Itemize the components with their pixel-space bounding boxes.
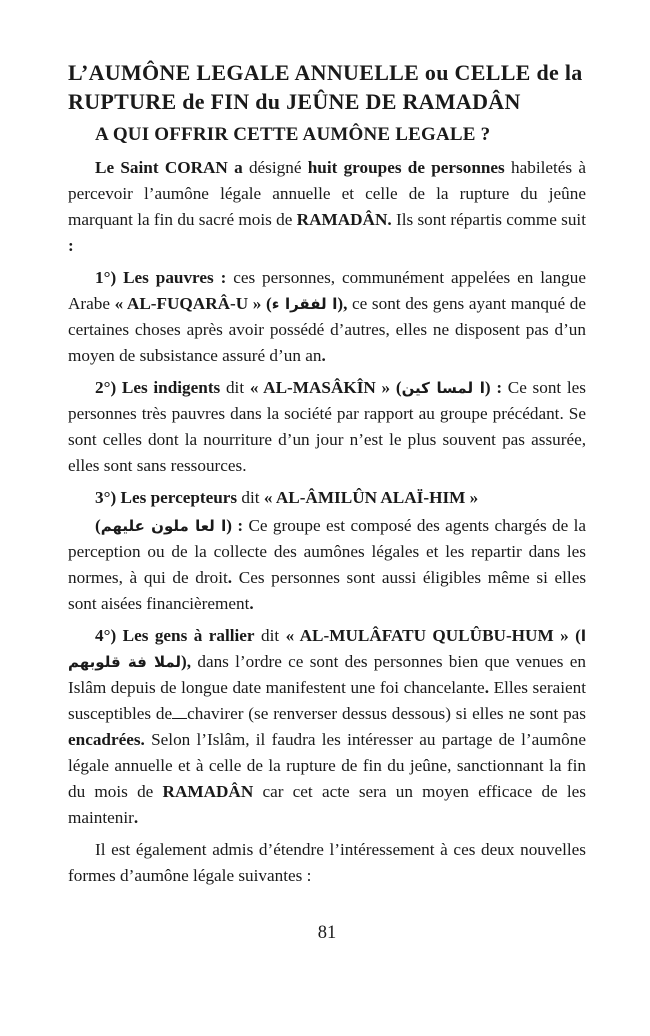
paragraph-item-4-les-gens-a-rallier: 4°) Les gens à rallier dit « AL-MULÂFATU QULÛBU-HUM » (ا لملا فة قلوبهم), dans l’ordre ce sont des personnes bien que venues en Islâm depuis de longue date manifestent une foi chancelante. Elles seraient susceptibles de chavirer (se renverser dessus dessous) si elles ne sont pas encadrées. Selon l’Islâm, il faudra les intéresser au partage de l’aumône légale annuelle et à celle de la rupture de fin du jeûne, sanctionnant la fin du mois de RAMADÂN car cet acte sera un moyen efficace de les maintenir. bbox=[68, 626, 586, 827]
page-number: 81 bbox=[317, 923, 337, 943]
arabic-text: ا لعا ملون عليهم bbox=[100, 517, 227, 535]
page-title-line-1: L’AUMÔNE LEGALE ANNUELLE ou CELLE de la bbox=[68, 60, 583, 85]
underline-gap bbox=[172, 716, 187, 719]
paragraph-intro: Le Saint CORAN a désigné huit groupes de personnes habiletés à percevoir l’aumône légale annuelle et celle de la rupture du jeûne marquant la fin du sacré mois de RAMADÂN. Ils sont répartis comme suit : bbox=[68, 158, 586, 255]
paragraph-item-1-les-pauvres: 1°) Les pauvres : ces personnes, communément appelées en langue Arabe « AL-FUQARÂ-U » (ا لفقرا ء), ce sont des gens ayant manqué de certaines choses après avoir possédé d’autres, elles ne disposent pas d’un moyen de subsistance assuré d’un an. bbox=[68, 268, 587, 365]
page-title-line-2: RUPTURE de FIN du JEÛNE DE RAMADÂN bbox=[68, 89, 521, 114]
arabic-text: ا لمسا كين bbox=[401, 379, 485, 397]
paragraph-item-2-les-indigents: 2°) Les indigents dit « AL-MASÂKÎN » (ا لمسا كين) : Ce sont les personnes très pauvres dans la société par rapport au groupe précédant. Se sont celles dont la nourriture d’un jour n’est le plus souvent pas assurée, elles sont sans ressources. bbox=[68, 378, 586, 475]
paragraph-closing: Il est également admis d’étendre l’intéressement à ces deux nouvelles formes d’aumône légale suivantes : bbox=[68, 840, 586, 885]
page-title bbox=[68, 58, 586, 116]
arabic-text: ا لفقرا ء bbox=[271, 295, 338, 313]
paragraph-item-3-les-percepteurs-body: (ا لعا ملون عليهم) : Ce groupe est composé des agents chargés de la perception ou de la collecte des aumônes légales et les repartir dans les normes, à qui de droit. Ces personnes sont aussi éligibles même si elles sont aisées financièrement. bbox=[68, 516, 587, 613]
arabic-text: ا لملا فة قلوبهم bbox=[68, 627, 586, 671]
section-heading: A QUI OFFRIR CETTE AUMÔNE LEGALE ? bbox=[95, 124, 491, 145]
paragraph-item-3-les-percepteurs-heading: 3°) Les percepteurs dit « AL-ÂMILÛN ALAÏ-HIM » bbox=[95, 488, 479, 507]
